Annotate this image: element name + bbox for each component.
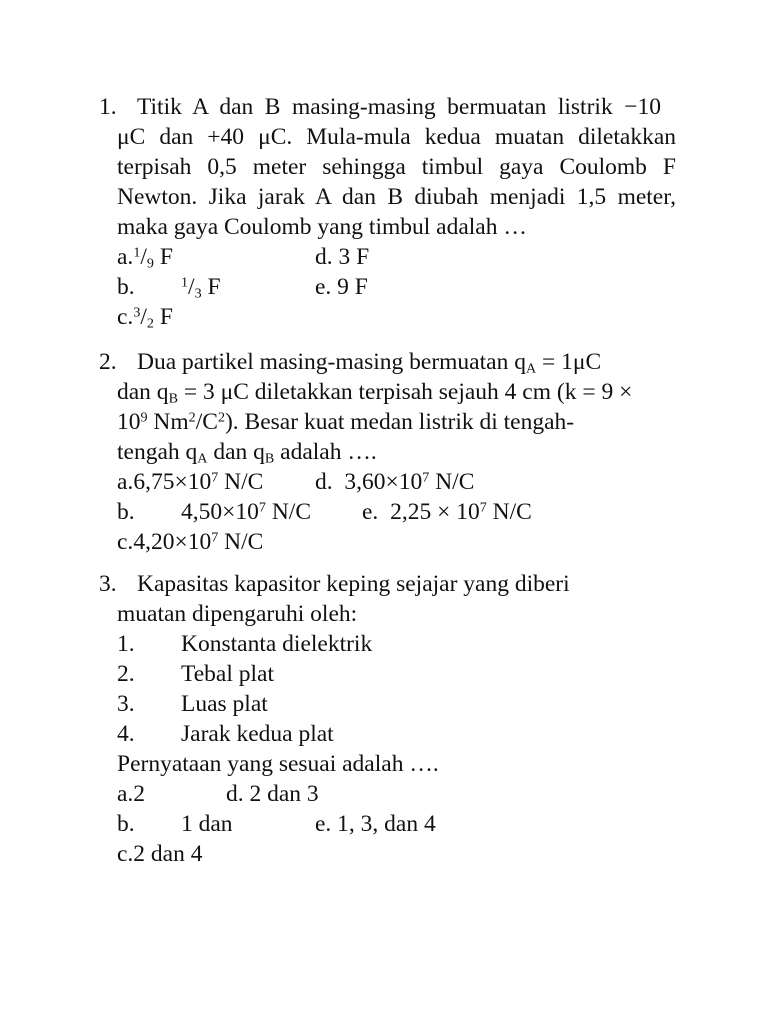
question-text-line: terpisah 0,5 meter sehingga timbul gaya Coulomb F: [117, 154, 676, 180]
option-a: $a.6,75\times 10^7$ N/C: [117, 469, 264, 495]
list-item-text: Jarak kedua plat: [181, 721, 334, 747]
option-c: $c.4,20\times 10^7$ N/C: [117, 529, 264, 555]
option-b: $4,50\times 10^7$ N/C: [181, 499, 311, 525]
option-b-label: b.: [117, 811, 135, 837]
option-d: d. 3 F: [315, 244, 370, 270]
option-c: $c.^3/_2$ F: [117, 304, 173, 332]
option-c: c.2 dan 4: [117, 841, 203, 867]
question-text-line: μC dan +40 μC. Mula-mula kedua muatan diletakkan: [117, 124, 676, 150]
question-number: 2.: [99, 349, 117, 375]
list-item-text: Luas plat: [181, 691, 268, 717]
option-e: e. 1, 3, dan 4: [315, 811, 436, 837]
option-e: e. 9 F: [315, 274, 368, 300]
question-text-line: Dua partikel masing-masing bermuatan $q_A = 1\mu C$: [137, 349, 602, 377]
question-text-line: Kapasitas kapasitor keping sejajar yang diberi: [137, 571, 570, 597]
question-text-line: tengah $q_A$ dan $q_B$ adalah ….: [117, 439, 377, 467]
question-text-line: dan $q_B = 3$ μC diletakkan terpisah sejauh 4 cm (k = 9 ×: [117, 379, 633, 407]
list-item-number: 1.: [117, 631, 135, 657]
question-number: 3.: [99, 571, 117, 597]
list-item-text: Konstanta dielektrik: [181, 631, 373, 657]
list-item-number: 4.: [117, 721, 135, 747]
option-a: $a.^1/_9$ F: [117, 244, 173, 272]
list-item-number: 3.: [117, 691, 135, 717]
question-text-line: Titik A dan B masing-masing bermuatan listrik −10: [137, 94, 661, 120]
option-b: 1 dan: [181, 811, 233, 837]
question-prompt: Pernyataan yang sesuai adalah ….: [117, 751, 439, 777]
question-number: 1.: [99, 94, 117, 120]
question-text-line: muatan dipengaruhi oleh:: [117, 601, 358, 627]
option-b: $^1/_3$ F: [181, 274, 221, 302]
option-a: a.2: [117, 781, 146, 807]
option-d: d. $3,60\times 10^7$ N/C: [315, 469, 475, 495]
question-text-line: $10^9$ $Nm^2/C^2$). Besar kuat medan listrik di tengah-: [117, 409, 575, 435]
option-e: e. $2,25 \times 10^7$ N/C: [362, 499, 532, 525]
list-item-text: Tebal plat: [181, 661, 274, 687]
option-d: d. 2 dan 3: [226, 781, 319, 807]
question-text-line: Newton. Jika jarak A dan B diubah menjadi 1,5 meter,: [117, 184, 676, 210]
option-b-label: b.: [117, 499, 135, 525]
list-item-number: 2.: [117, 661, 135, 687]
question-text-line: maka gaya Coulomb yang timbul adalah …: [117, 214, 527, 240]
option-b-label: b.: [117, 274, 135, 300]
